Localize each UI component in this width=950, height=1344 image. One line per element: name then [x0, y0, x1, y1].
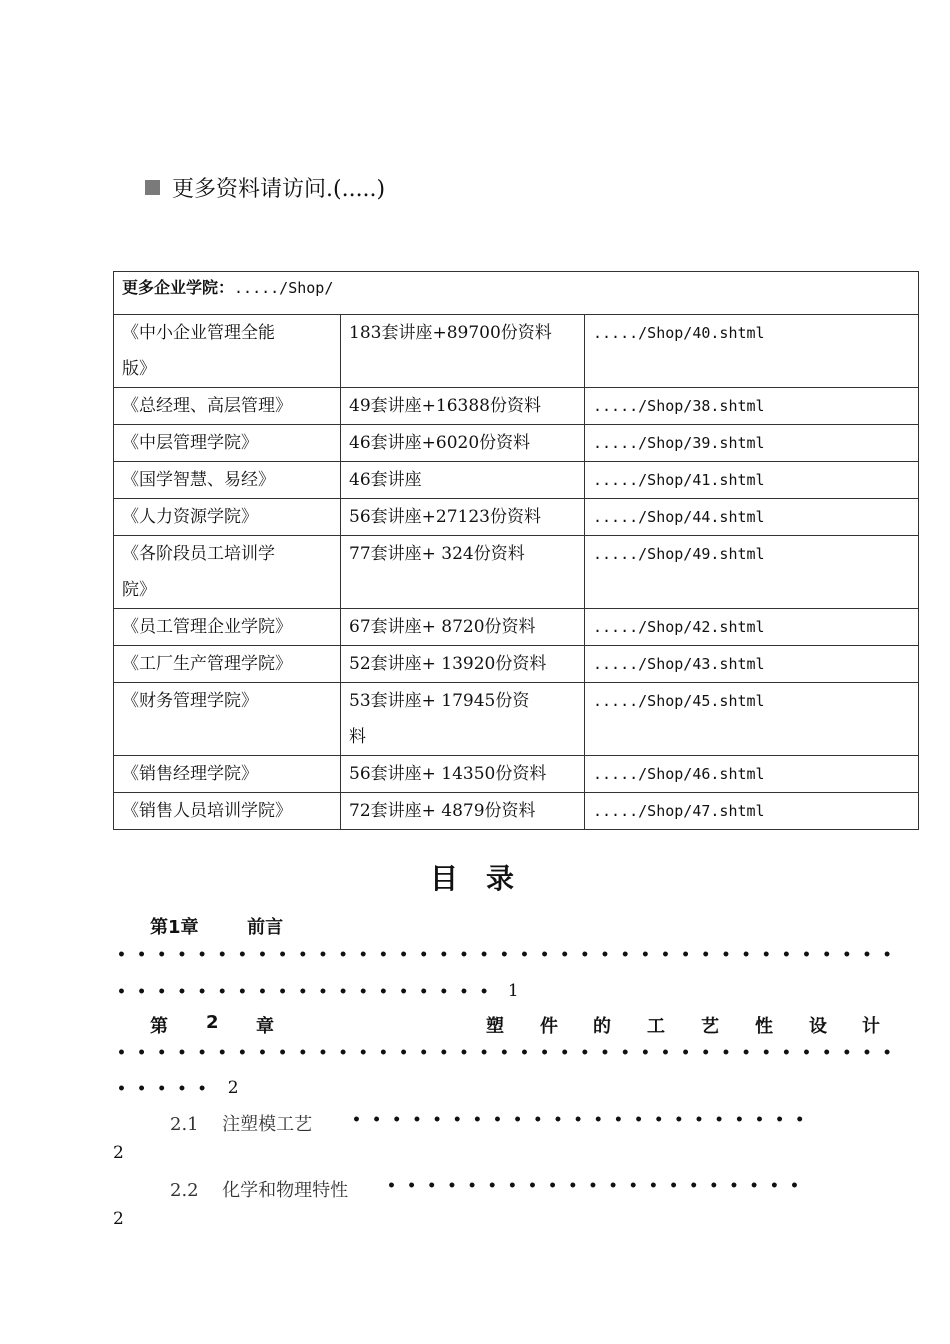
- course-count-cell: [341, 756, 585, 793]
- course-url-link[interactable]: ...../Shop/42.shtml: [593, 618, 765, 636]
- course-name: 《总经理、高层管理》: [122, 396, 292, 416]
- table-row: [114, 646, 919, 683]
- course-name: 《财务管理学院》: [122, 691, 258, 711]
- course-name: 《中小企业管理全能: [122, 323, 275, 343]
- course-url-cell: [585, 388, 919, 425]
- table-row: [114, 388, 919, 425]
- toc-ch2-title-char: 设: [809, 1016, 827, 1037]
- toc-title-char-2: 录: [486, 862, 521, 895]
- course-count: 56套讲座+27123份资料: [349, 507, 541, 527]
- course-name-cell: [114, 315, 341, 388]
- toc-s21-leader: •••••••••••••••••••••••: [352, 1112, 816, 1128]
- toc-ch2-title-char: 件: [540, 1016, 558, 1037]
- course-count-cont: 料: [349, 727, 366, 747]
- course-count-cell: [341, 793, 585, 830]
- toc-ch2-page: 2: [227, 1078, 239, 1098]
- table-row: [114, 683, 919, 756]
- toc-ch2-title-char: 计: [862, 1016, 880, 1037]
- course-url-link[interactable]: ...../Shop/41.shtml: [593, 471, 765, 489]
- course-url-link[interactable]: ...../Shop/47.shtml: [593, 802, 765, 820]
- table-row: [114, 756, 919, 793]
- toc-s21-page: 2: [113, 1143, 124, 1163]
- toc-ch2-title-char: 的: [593, 1016, 611, 1037]
- toc-ch2-title-char: 艺: [701, 1016, 719, 1037]
- course-name: 《员工管理企业学院》: [122, 617, 292, 637]
- toc-ch1-leader-2: ••••••••••••••••••• 1: [117, 981, 519, 1001]
- toc-ch2-heading[interactable]: [150, 1012, 882, 1038]
- table-header-url[interactable]: ...../Shop/: [234, 279, 334, 297]
- table-row: [114, 462, 919, 499]
- course-name: 《人力资源学院》: [122, 507, 258, 527]
- table-row: [114, 425, 919, 462]
- more-resources-text: 更多资料请访问.(.....): [172, 177, 386, 202]
- course-name: 《国学智慧、易经》: [122, 470, 275, 490]
- course-name-cell: [114, 683, 341, 756]
- course-url-cell: [585, 315, 919, 388]
- toc-ch2-title-char: 塑: [486, 1016, 504, 1037]
- course-name: 《工厂生产管理学院》: [122, 654, 292, 674]
- course-url-cell: [585, 425, 919, 462]
- course-count: 46套讲座: [349, 470, 422, 490]
- toc-ch2-leader-2: ••••• 2: [117, 1078, 239, 1098]
- toc-ch1-label: 第1章: [150, 917, 199, 938]
- table-header-cell: [114, 272, 919, 315]
- table-row: [114, 499, 919, 536]
- course-count-cell: [341, 683, 585, 756]
- toc-s21-num: 2.1: [170, 1114, 199, 1135]
- toc-ch2-leader-1: •••••••••••••••••••••••••••••••••••••••: [117, 1045, 903, 1061]
- course-count-cell: [341, 536, 585, 609]
- toc-title-char-1: 目: [429, 862, 464, 895]
- toc-title: [0, 857, 950, 897]
- course-name-cell: [114, 425, 341, 462]
- course-url-cell: [585, 793, 919, 830]
- course-name-cell: [114, 462, 341, 499]
- course-url-cell: [585, 499, 919, 536]
- toc-ch1-leader-1: •••••••••••••••••••••••••••••••••••••••: [117, 947, 903, 963]
- course-url-cell: [585, 683, 919, 756]
- course-count: 183套讲座+89700份资料: [349, 323, 552, 343]
- course-count-cell: [341, 609, 585, 646]
- toc-ch2-title-char: 工: [647, 1016, 665, 1037]
- course-name-cell: [114, 499, 341, 536]
- course-name-cell: [114, 536, 341, 609]
- course-name-cell: [114, 756, 341, 793]
- table-header-label: 更多企业学院：: [122, 278, 235, 297]
- square-bullet-icon: [145, 180, 160, 195]
- course-name-cont: 版》: [122, 359, 156, 379]
- course-url-link[interactable]: ...../Shop/49.shtml: [593, 545, 765, 563]
- course-url-link[interactable]: ...../Shop/39.shtml: [593, 434, 765, 452]
- table-row: [114, 793, 919, 830]
- toc-ch1-heading[interactable]: [150, 913, 283, 939]
- course-url-link[interactable]: ...../Shop/46.shtml: [593, 765, 765, 783]
- course-url-link[interactable]: ...../Shop/40.shtml: [593, 324, 765, 342]
- toc-ch2-label-b: 2: [206, 1012, 219, 1033]
- course-count: 72套讲座+ 4879份资料: [349, 801, 536, 821]
- course-name: 《各阶段员工培训学: [122, 544, 275, 564]
- course-count: 77套讲座+ 324份资料: [349, 544, 525, 564]
- course-count: 49套讲座+16388份资料: [349, 396, 541, 416]
- more-resources-line: [145, 172, 385, 203]
- course-url-cell: [585, 536, 919, 609]
- table-row: [114, 536, 919, 609]
- course-name: 《销售经理学院》: [122, 764, 258, 784]
- course-name-cell: [114, 793, 341, 830]
- course-count: 46套讲座+6020份资料: [349, 433, 531, 453]
- course-url-link[interactable]: ...../Shop/43.shtml: [593, 655, 765, 673]
- toc-ch1-title: 前言: [247, 917, 284, 938]
- course-name-cell: [114, 646, 341, 683]
- course-count-cell: [341, 315, 585, 388]
- toc-ch2-title-char: 性: [755, 1016, 773, 1037]
- course-count-cell: [341, 425, 585, 462]
- table-header-row: [114, 272, 919, 315]
- course-url-cell: [585, 609, 919, 646]
- toc-s21-heading[interactable]: [170, 1110, 312, 1136]
- course-url-link[interactable]: ...../Shop/38.shtml: [593, 397, 765, 415]
- course-count: 67套讲座+ 8720份资料: [349, 617, 536, 637]
- toc-s21-title: 注塑模工艺: [222, 1114, 313, 1135]
- course-count: 56套讲座+ 14350份资料: [349, 764, 547, 784]
- course-count-cell: [341, 499, 585, 536]
- course-table: [113, 271, 919, 830]
- course-name-cell: [114, 609, 341, 646]
- table-row: [114, 315, 919, 388]
- course-url-cell: [585, 756, 919, 793]
- toc-s22-page: 2: [113, 1209, 124, 1229]
- course-count-cell: [341, 462, 585, 499]
- course-count: 52套讲座+ 13920份资料: [349, 654, 547, 674]
- toc-ch2-label-c: 章: [256, 1016, 274, 1037]
- course-url-link[interactable]: ...../Shop/44.shtml: [593, 508, 765, 526]
- course-name-cont: 院》: [122, 580, 156, 600]
- course-url-cell: [585, 462, 919, 499]
- course-name-cell: [114, 388, 341, 425]
- course-count-cell: [341, 646, 585, 683]
- course-name: 《中层管理学院》: [122, 433, 258, 453]
- course-count-cell: [341, 388, 585, 425]
- toc-s22-leader: •••••••••••••••••••••: [387, 1178, 811, 1194]
- toc-ch2-label-a: 第: [150, 1016, 168, 1037]
- course-count: 53套讲座+ 17945份资: [349, 691, 530, 711]
- table-row: [114, 609, 919, 646]
- course-name: 《销售人员培训学院》: [122, 801, 292, 821]
- course-url-link[interactable]: ...../Shop/45.shtml: [593, 692, 765, 710]
- toc-s22-title: 化学和物理特性: [222, 1180, 349, 1201]
- course-url-cell: [585, 646, 919, 683]
- toc-ch1-page: 1: [507, 981, 519, 1001]
- toc-s22-num: 2.2: [170, 1180, 199, 1201]
- toc-s22-heading[interactable]: [170, 1176, 348, 1202]
